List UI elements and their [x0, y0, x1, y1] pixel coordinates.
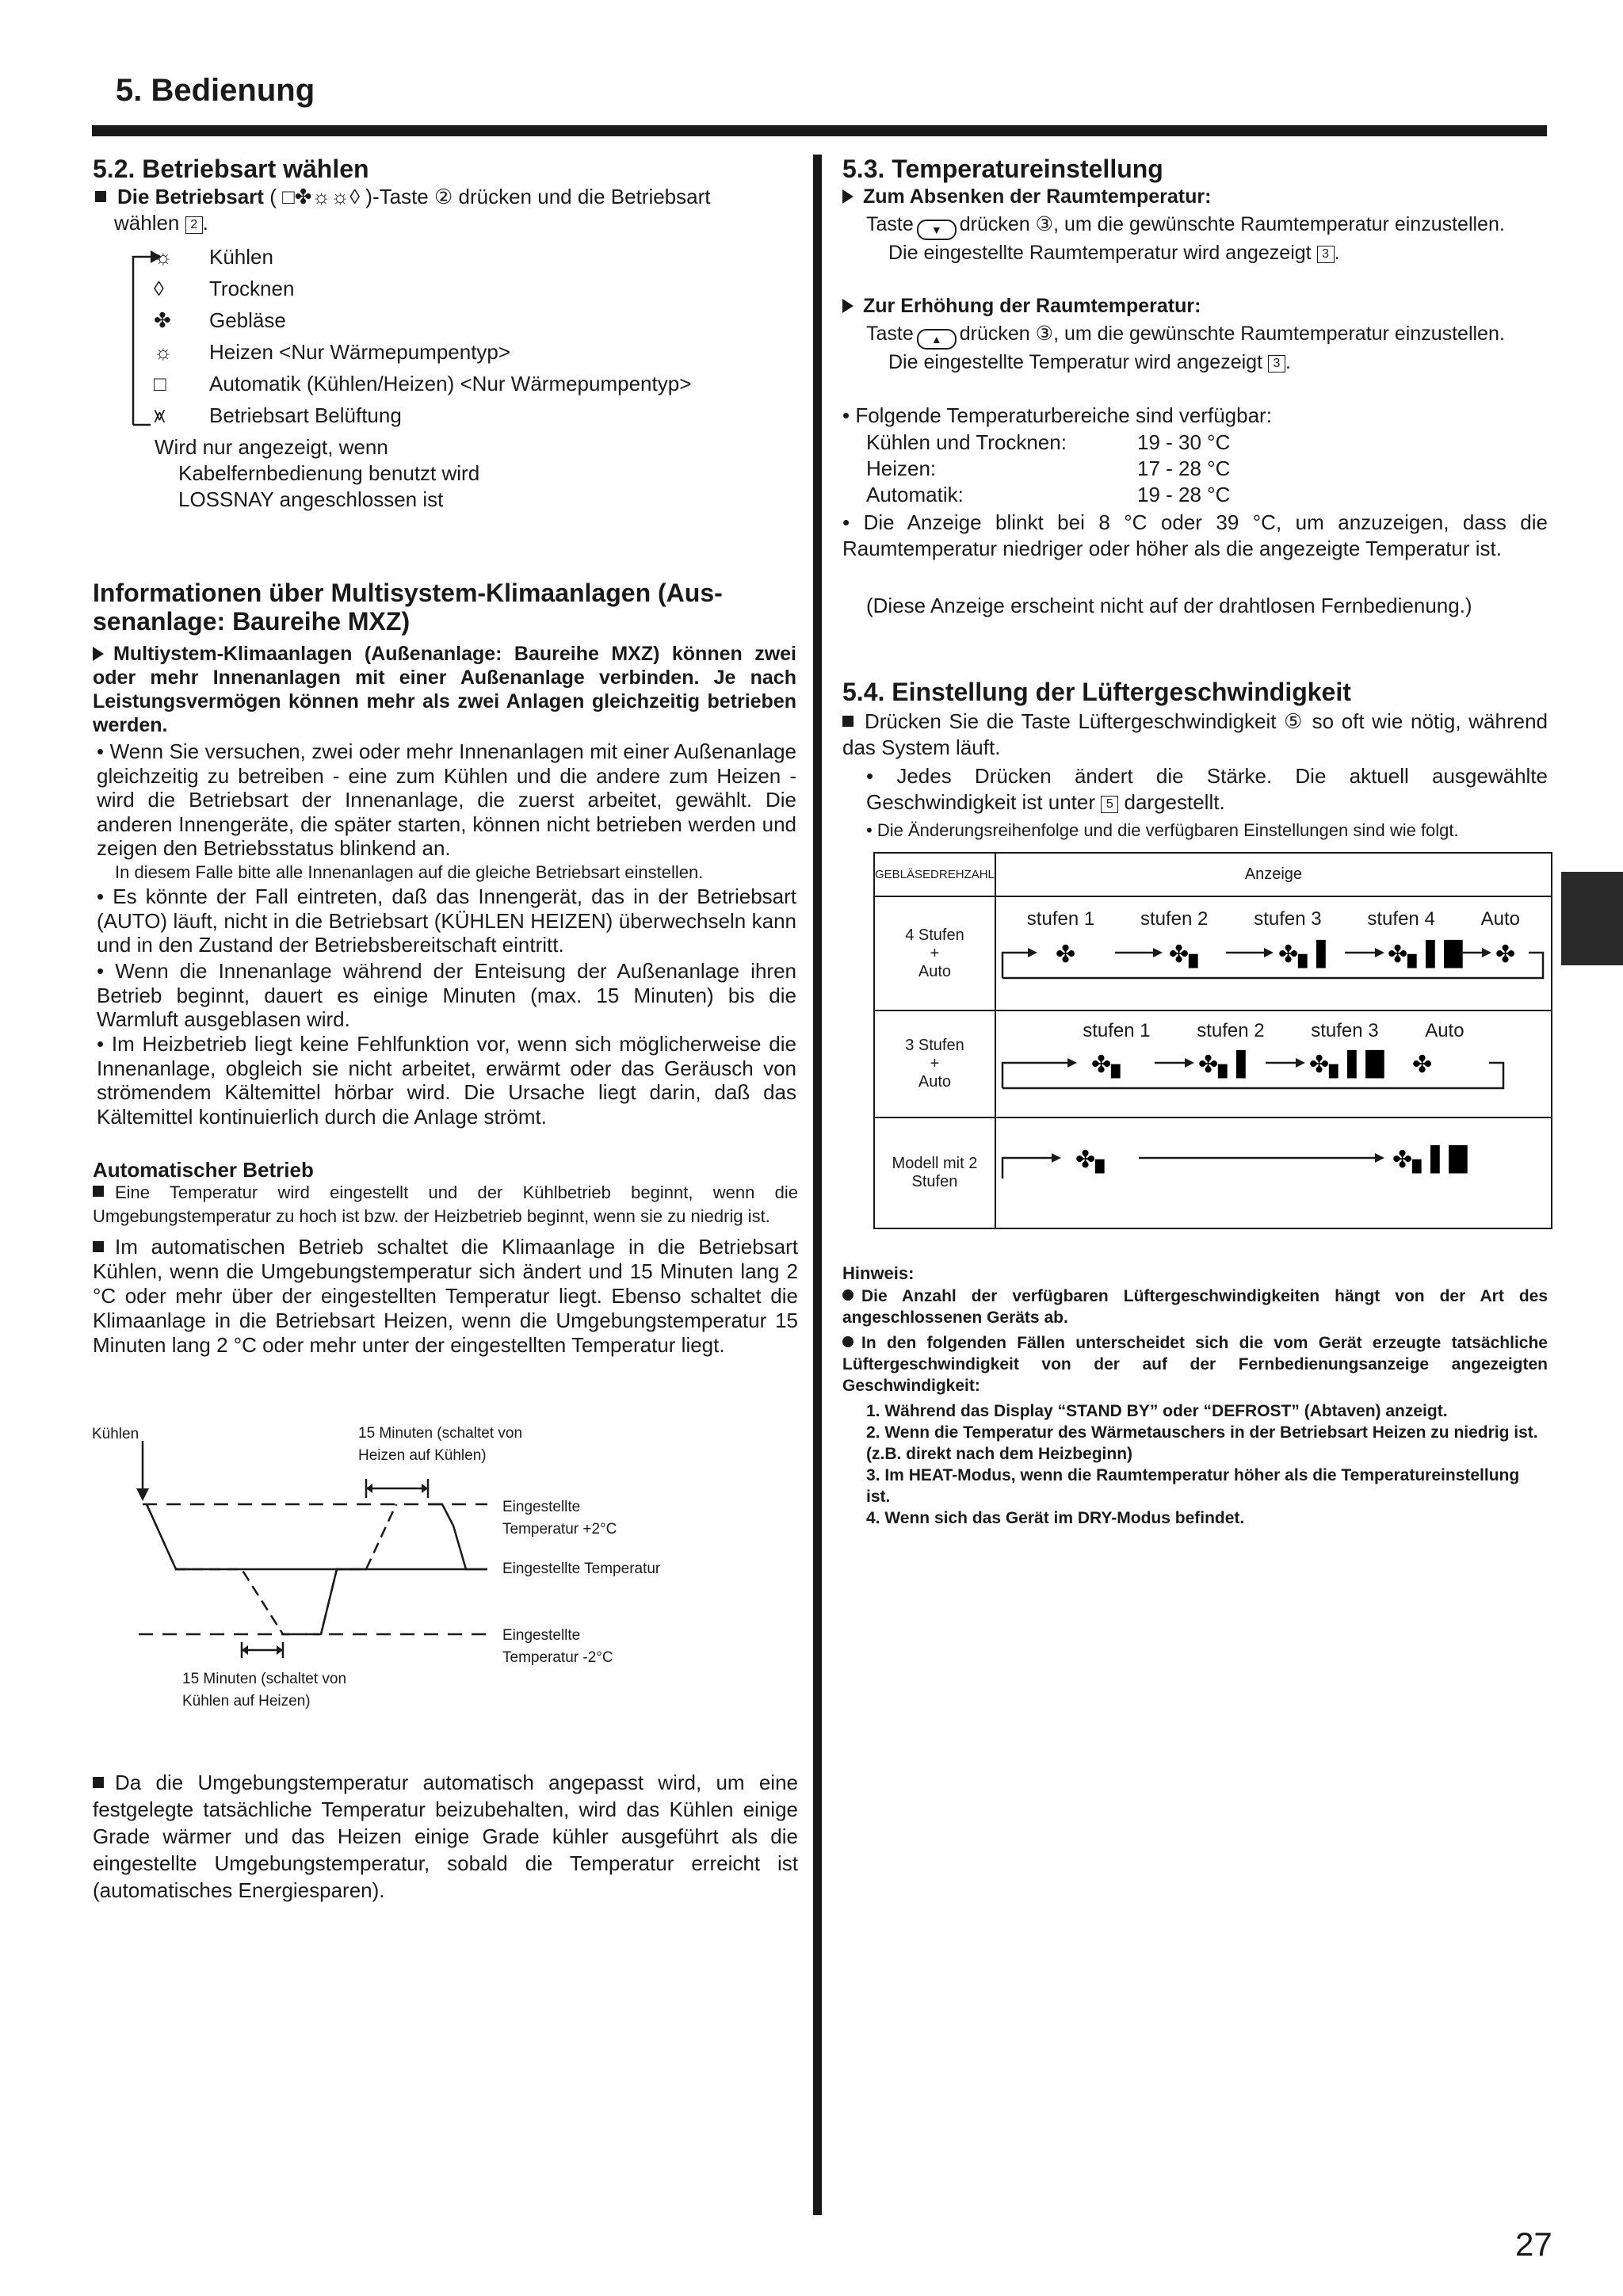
fan-speed-paragraph: Drücken Sie die Taste Lüftergeschwindigkeit ⑤ so oft wie nötig, während das System läuft. — [842, 709, 1548, 759]
mode-item: ☼ Kühlen — [154, 245, 273, 269]
diagram-label: Eingestellte Temperatur -2°C — [502, 1627, 613, 1666]
svg-text:✤▖: ✤▖ — [1075, 1146, 1114, 1174]
svg-text:✤▖: ✤▖ — [1168, 941, 1208, 968]
hint-list-item: 1. Während das Display “STAND BY” oder “DEFROST” (Abtaven) anzeigt. — [866, 1402, 1448, 1420]
auto-paragraph: Eine Temperatur wird eingestellt und der Kühlbetrieb beginnt, wenn die Umgebungstemperatur zu hoch ist bzw. der Heizbetrieb beginnt, wenn sie zu niedrig ist. — [93, 1182, 798, 1226]
svg-text:✤▖▌█: ✤▖▌█ — [1387, 941, 1463, 968]
multisystem-intro: Multiystem-Klimaanlagen (Außenanlage: Baureihe MXZ) können zwei oder mehr Innenanlagen mit einer Außenanlage verbinden. Je nach Leistungsvermögen können mehr als zwei Anlagen gleichzeitig betrieben werden. — [93, 643, 796, 736]
raise-temp-title: Zur Erhöhung der Raumtemperatur: — [842, 293, 1201, 319]
square-bullet-icon — [93, 1186, 104, 1197]
triangle-bullet-icon — [842, 299, 854, 313]
ranges-list — [866, 430, 1230, 508]
svg-text:✤▖▌█: ✤▖▌█ — [1392, 1146, 1468, 1174]
square-bullet-icon — [93, 1777, 104, 1788]
multisystem-title: Informationen über Multisystem-Klimaanlagen (Aus- senanlage: Baureihe MXZ) — [93, 579, 723, 636]
lower-temp-title: Zum Absenken der Raumtemperatur: — [842, 184, 1211, 210]
triangle-bullet-icon — [842, 189, 854, 204]
svg-text:✤: ✤ — [1055, 941, 1076, 968]
multisystem-note: In diesem Falle bitte alle Innenanlagen auf die gleiche Betriebsart einstellen. — [115, 862, 704, 882]
page-title: 5. Bedienung — [116, 73, 315, 108]
heat-icon: ☼ — [154, 340, 173, 364]
fan-icon: ✤ — [154, 308, 171, 332]
fan-speed-table — [873, 852, 1552, 1229]
blink-note: • Die Anzeige blinkt bei 8 °C oder 39 °C, um anzuzeigen, dass die Raumtemperatur niedriger oder höher als die angezeigte Temperatur ist. — [842, 510, 1548, 560]
multisystem-bullet: • Im Heizbetrieb liegt keine Fehlfunktion vor, wenn sich möglicherweise die Innenanlage, obgleich sie nicht arbeitet, erwärmt oder das Geräusch von strömendem Kältemittel hörbar wird. Die Ursache liegt darin, daß das Kältemittel kontinuierlich durch die Anlage strömt. — [97, 1032, 796, 1129]
mode-item: □ Automatik (Kühlen/Heizen) <Nur Wärmepumpentyp> — [154, 372, 692, 395]
range-row: Kühlen und Trocknen: 19 - 30 °C — [866, 430, 1231, 454]
auto-section-title: Automatischer Betrieb — [93, 1158, 314, 1182]
fan-sequence-4: stufen 1 stufen 2 stufen 3 stufen 4 Auto ✤ ✤▖ ✤▖▌ ✤▖▌█ ✤ — [995, 896, 1552, 1010]
svg-text:✤: ✤ — [1495, 941, 1516, 968]
dry-icon: ◊ — [154, 277, 164, 300]
hint-list-item: 2. Wenn die Temperatur des Wärmetauschers in der Betriebsart Heizen zu niedrig ist. (z.B. direkt nach dem Heizbeginn) — [866, 1423, 1538, 1463]
ventilation-icon: ⩙ — [154, 403, 166, 427]
svg-text:✤▖▌: ✤▖▌ — [1197, 1050, 1255, 1079]
mode-list — [154, 244, 691, 434]
auto-icon: □ — [154, 372, 166, 395]
display-ref-icon: 3 — [1268, 355, 1285, 372]
vent-note: Wird nur angezeigt, wenn Kabelfernbedienung benutzt wird LOSSNAY angeschlossen ist — [155, 435, 480, 511]
diagram-label: Eingestellte Temperatur — [502, 1561, 661, 1577]
raise-temp-text: Taste ▲ drücken ③, um die gewünschte Raumtemperatur einzustellen. Die eingestellte Temperatur wird angezeigt 3 . — [866, 323, 1505, 373]
mode-item: ☼ Heizen <Nur Wärmepumpentyp> — [154, 340, 511, 364]
svg-text:✤: ✤ — [1411, 1050, 1433, 1079]
range-row: Automatik: 19 - 28 °C — [866, 483, 1231, 506]
hint-item: In den folgenden Fällen unterscheidet sich die vom Gerät erzeugte tatsächliche Lüftergeschwindigkeit von der auf der Fernbedienungsanzeige angezeigten Geschwindigkeit: — [842, 1334, 1548, 1395]
section-tab-marker — [1561, 872, 1623, 965]
mode-item: ✤ Gebläse — [154, 308, 286, 332]
cool-icon: ☼ — [154, 245, 173, 269]
page-number: 27 — [1515, 2225, 1552, 2263]
section-5-2-title: 5.2. Betriebsart wählen — [93, 155, 369, 183]
ranges-intro: • Folgende Temperaturbereiche sind verfügbar: — [842, 403, 1272, 427]
energy-saving-paragraph: Da die Umgebungstemperatur automatisch angepasst wird, um eine festgelegte tatsächliche Temperatur beizubehalten, wird das Kühlen einige Grade wärmer und das Heizen einige Grade kühler ausgeführt als die eingestellte Umgebungstemperatur, sobald die Temperatur erreicht ist (automatisches Energiesparen). — [93, 1771, 798, 1902]
fan-cycle-arrow — [996, 938, 1551, 994]
display-ref-icon: 2 — [185, 216, 203, 234]
diagram-label: 15 Minuten (schaltet von Heizen auf Kühlen) — [358, 1425, 523, 1464]
fan-speed-bullet: • Die Änderungsreihenfolge und die verfügbaren Einstellungen sind wie folgt. — [866, 820, 1459, 840]
square-bullet-icon — [95, 191, 106, 202]
temp-up-button-icon: ▲ — [917, 329, 957, 350]
display-ref-icon: 5 — [1101, 796, 1118, 813]
column-divider — [813, 155, 822, 2215]
fan-sequence-2 — [995, 1117, 1552, 1228]
bullet-dot-icon — [842, 1289, 854, 1301]
table-row-label: Modell mit 2 Stufen — [874, 1117, 995, 1228]
table-header: Anzeige — [995, 853, 1552, 896]
multisystem-bullet: • Es könnte der Fall eintreten, daß das Innengerät, das in der Betriebsart (AUTO) läuft, nicht in die Betriebsart (KÜHLEN HEIZEN) überwechseln kann und in den Zustand der Betriebsbereitschaft eintritt. — [97, 884, 796, 957]
section-5-3-title: 5.3. Temperatureinstellung — [842, 155, 1163, 183]
lower-temp-text: Taste ▼ drücken ③, um die gewünschte Raumtemperatur einzustellen. Die eingestellte Raumtemperatur wird angezeigt 3 . — [866, 213, 1505, 264]
mode-item: ◊ Trocknen — [154, 277, 295, 300]
hint-title: Hinweis: — [842, 1263, 915, 1283]
fan-sequence-3: stufen 1 stufen 2 stufen 3 Auto ✤▖ ✤▖▌ ✤▖▌█ ✤ — [995, 1010, 1552, 1117]
svg-text:✤▖▌█: ✤▖▌█ — [1308, 1050, 1384, 1079]
diagram-label: Kühlen — [92, 1426, 139, 1442]
header-rule — [92, 125, 1547, 136]
square-bullet-icon — [93, 1241, 104, 1252]
fan-cycle-arrow — [996, 1049, 1551, 1104]
display-ref-icon: 3 — [1317, 246, 1335, 263]
temp-down-button-icon: ▼ — [917, 220, 957, 240]
range-row: Heizen: 17 - 28 °C — [866, 457, 1231, 480]
auto-paragraph: Im automatischen Betrieb schaltet die Klimaanlage in die Betriebsart Kühlen, wenn die Umgebungstemperatur sich ändert und 15 Minuten lang 2 °C oder mehr über der eingestellten Temperatur liegt. Ebenso schaltet die Klimaanlage in die Betriebsart Heizen, wenn die Umgebungstemperatur 15 Minuten lang 2 °C oder mehr unter der eingestellten Temperatur liegt. — [93, 1235, 798, 1357]
table-row-label: 3 Stufen + Auto — [874, 1010, 995, 1117]
hint-list-item: 4. Wenn sich das Gerät im DRY-Modus befindet. — [866, 1509, 1245, 1527]
svg-text:✤▖: ✤▖ — [1090, 1050, 1130, 1079]
mode-instruction: Die Betriebsart ( □✤☼☼◊ )-Taste ② drücken und die Betriebsart wählen 2 . — [95, 184, 800, 236]
multisystem-bullet: • Wenn die Innenanlage während der Enteisung der Außenanlage ihren Betrieb beginnt, dauert es einige Minuten (max. 15 Minuten) bis die Warmluft ausgeblasen wird. — [97, 959, 796, 1031]
multisystem-bullet: • Wenn Sie versuchen, zwei oder mehr Innenanlagen mit einer Außenanlage gleichzeitig zu betreiben - eine zum Kühlen und die andere zum Heizen - wird die Betriebsart der Innenanlage, die zuerst arbeitet, gewählt. Die anderen Innengeräte, die später starten, können nicht betrieben werden und zeigen den Betriebsstatus blinkend an. — [97, 739, 796, 860]
svg-text:✤▖▌: ✤▖▌ — [1277, 941, 1335, 968]
bullet-dot-icon — [842, 1336, 854, 1347]
hint-list-item: 3. Im HEAT-Modus, wenn die Raumtemperatur höher als die Temperatureinstellung ist. — [866, 1466, 1520, 1506]
triangle-bullet-icon — [93, 647, 104, 661]
fan-cycle-arrow — [996, 1139, 1551, 1202]
table-header: GEBLÄSEDREHZAHL — [874, 853, 995, 896]
hint-list — [866, 1400, 1548, 1529]
hint-item: Die Anzahl der verfügbaren Lüftergeschwindigkeiten hängt von der Art des angeschlossenen Geräts ab. — [842, 1287, 1548, 1327]
fan-speed-bullet: • Jedes Drücken ändert die Stärke. Die aktuell ausgewählte Geschwindigkeit ist unter 5 dargestellt. — [866, 764, 1548, 814]
diagram-label: 15 Minuten (schaltet von Kühlen auf Heizen) — [182, 1671, 347, 1710]
square-bullet-icon — [842, 716, 854, 727]
section-5-4-title: 5.4. Einstellung der Lüftergeschwindigkeit — [842, 678, 1351, 706]
table-row-label: 4 Stufen + Auto — [874, 896, 995, 1010]
mode-item: ⩙ Betriebsart Belüftung — [154, 403, 402, 427]
diagram-label: Eingestellte Temperatur +2°C — [502, 1499, 617, 1538]
wireless-note: (Diese Anzeige erscheint nicht auf der drahtlosen Fernbedienung.) — [866, 594, 1472, 617]
